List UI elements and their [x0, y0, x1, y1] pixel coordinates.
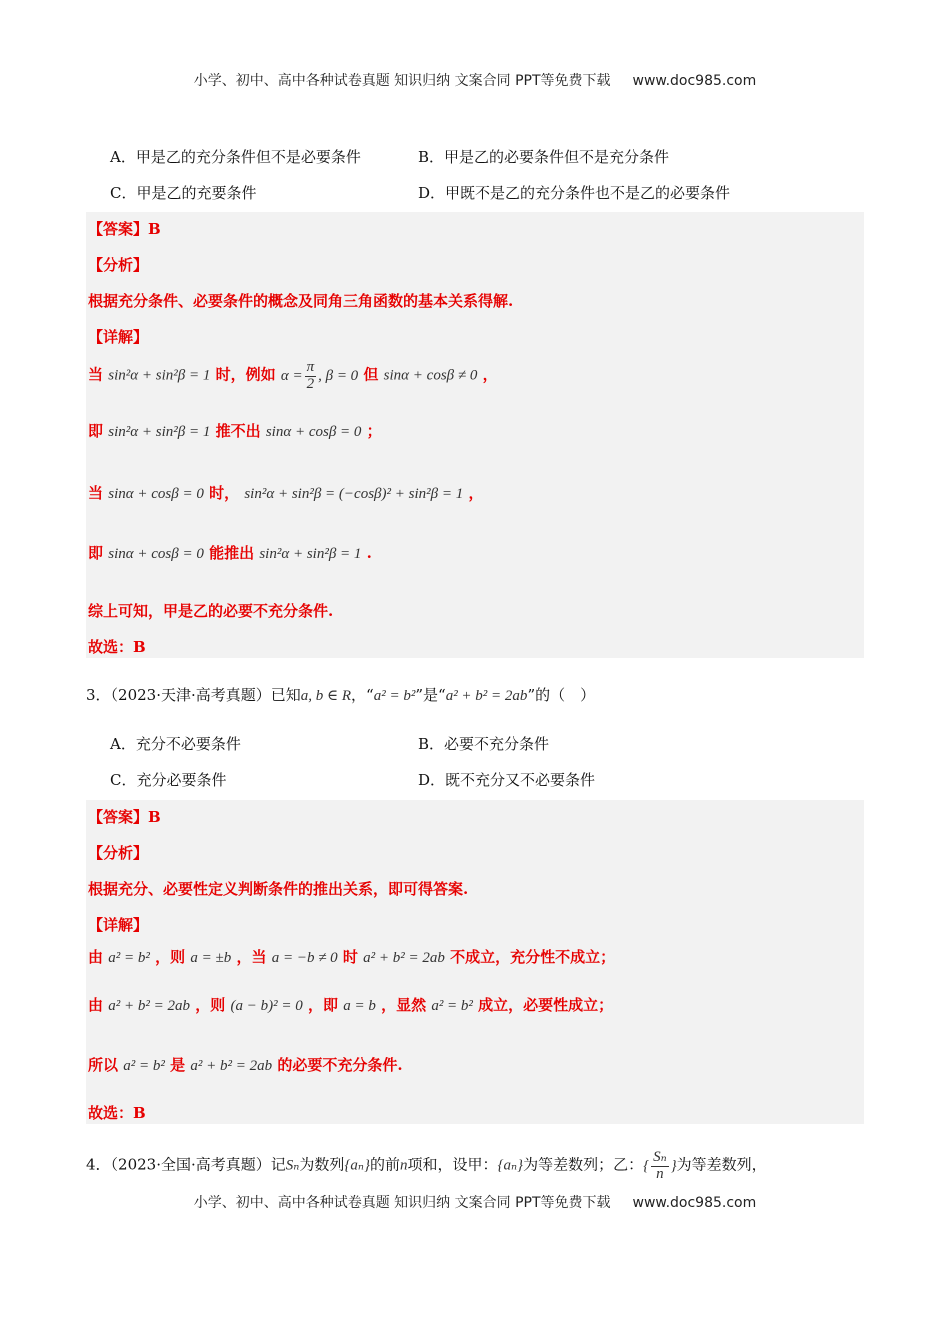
math-expression: a² = b²	[373, 688, 416, 704]
math-expression: sinα + cosβ = 0	[265, 424, 362, 440]
math-expression: a² + b² = 2ab	[445, 688, 528, 704]
q3-analysis: 根据充分、必要性定义判断条件的推出关系，即可得答案.	[88, 880, 469, 898]
q3-analysis-title: 【分析】	[88, 844, 149, 862]
q2-detail-title: 【详解】	[88, 328, 149, 346]
math-expression: { $\frac{\text{Sₙ}}{n}$ }	[643, 1149, 677, 1182]
q3-option-b: B．必要不充分条件	[418, 735, 550, 753]
math-expression: n	[399, 1157, 408, 1174]
q3-detail-line-1: 由 a² = b² ，则 a = ±b ，当 a = −b ≠ 0 时 a² + b² = 2ab 不成立，充分性不成立；	[88, 948, 616, 966]
math-expression: α = $\frac{\pi}{2}$ , β = 0	[280, 359, 359, 392]
math-expression: sin²α + sin²β = 1	[259, 546, 362, 562]
q2-option-d: D．甲既不是乙的充分条件也不是乙的必要条件	[418, 184, 731, 202]
math-expression: sin²α + sin²β = 1	[108, 367, 211, 384]
q2-choice: 故选：B	[88, 638, 146, 656]
q2-option-c: C．甲是乙的充要条件	[110, 184, 257, 202]
page-header	[0, 70, 950, 90]
math-expression: {aₙ}	[497, 1157, 524, 1174]
math-expression: a = ±b	[190, 950, 232, 966]
q2-answer: 【答案】B	[88, 220, 161, 238]
q3-stem: 3．（2023·天津·高考真题）已知a, b ∈ R，“a² = b²”是“a² + b² = 2ab”的（ ）	[86, 686, 596, 704]
math-expression: a = −b ≠ 0	[271, 950, 338, 966]
math-expression: sinα + cosβ ≠ 0	[383, 367, 478, 384]
q2-option-b: B．甲是乙的必要条件但不是充分条件	[418, 148, 670, 166]
math-expression: sin²α + sin²β = (−cosβ)² + sin²β = 1	[244, 486, 464, 502]
q3-detail-line-2: 由 a² + b² = 2ab ，则 (a − b)² = 0 ，即 a = b ，显然 a² = b² 成立，必要性成立；	[88, 996, 614, 1014]
math-expression: sin²α + sin²β = 1	[108, 424, 211, 440]
math-expression: a² = b²	[108, 950, 150, 966]
page-footer	[0, 1192, 950, 1212]
q3-choice: 故选：B	[88, 1104, 146, 1122]
math-expression: sinα + cosβ = 0	[108, 546, 204, 562]
footer-text: 小学、初中、高中各种试卷真题 知识归纳 文案合同 PPT等免费下载	[193, 1195, 611, 1211]
q3-option-c: C．充分必要条件	[110, 771, 227, 789]
math-expression: a, b ∈ R	[300, 688, 352, 704]
math-expression: a² + b² = 2ab	[363, 950, 445, 966]
q2-detail-line-2: 即 sin²α + sin²β = 1 推不出 sinα + cosβ = 0 ；	[88, 422, 382, 440]
q2-solution-box	[86, 212, 864, 658]
q2-detail-line-1: 当 sin²α + sin²β = 1 时，例如 α = $\frac{\pi}{2}$ , β = 0 但 sinα + cosβ ≠ 0 ，	[88, 359, 498, 392]
q2-detail-line-4: 即 sinα + cosβ = 0 能推出 sin²α + sin²β = 1 .	[88, 544, 372, 562]
q2-summary: 综上可知，甲是乙的必要不充分条件.	[88, 602, 334, 620]
math-expression: a² = b²	[431, 998, 473, 1014]
math-expression: sinα + cosβ = 0	[108, 486, 204, 502]
math-expression: {aₙ}	[344, 1157, 370, 1174]
math-expression: a = b	[343, 998, 376, 1014]
q3-detail-line-3: 所以 a² = b² 是 a² + b² = 2ab 的必要不充分条件.	[88, 1056, 403, 1074]
q4-stem: 4．（2023·全国·高考真题）记Sₙ为数列{aₙ}的前n项和，设甲：{aₙ}为等差数列；乙：{ $\frac{\text{Sₙ}}{n}$ }为等差数列，	[86, 1149, 767, 1182]
q3-detail-title: 【详解】	[88, 916, 149, 934]
math-expression: a² + b² = 2ab	[108, 998, 190, 1014]
header-site: www.doc985.com	[632, 73, 757, 89]
math-expression: a² + b² = 2ab	[190, 1058, 273, 1074]
q2-option-a: A．甲是乙的充分条件但不是必要条件	[110, 148, 361, 166]
q2-analysis-title: 【分析】	[88, 256, 149, 274]
header-text: 小学、初中、高中各种试卷真题 知识归纳 文案合同 PPT等免费下载	[193, 73, 611, 89]
q3-solution-box	[86, 800, 864, 1124]
q2-detail-line-3: 当 sinα + cosβ = 0 时， sin²α + sin²β = (−cosβ)² + sin²β = 1 ，	[88, 484, 484, 502]
q3-option-a: A．充分不必要条件	[110, 735, 241, 753]
math-expression: a² = b²	[123, 1058, 165, 1074]
q3-option-d: D．既不充分又不必要条件	[418, 771, 596, 789]
q3-answer: 【答案】B	[88, 808, 161, 826]
footer-site: www.doc985.com	[632, 1195, 757, 1211]
math-expression: Sₙ	[285, 1157, 300, 1174]
math-expression: (a − b)² = 0	[230, 998, 303, 1014]
q2-analysis: 根据充分条件、必要条件的概念及同角三角函数的基本关系得解.	[88, 292, 514, 310]
